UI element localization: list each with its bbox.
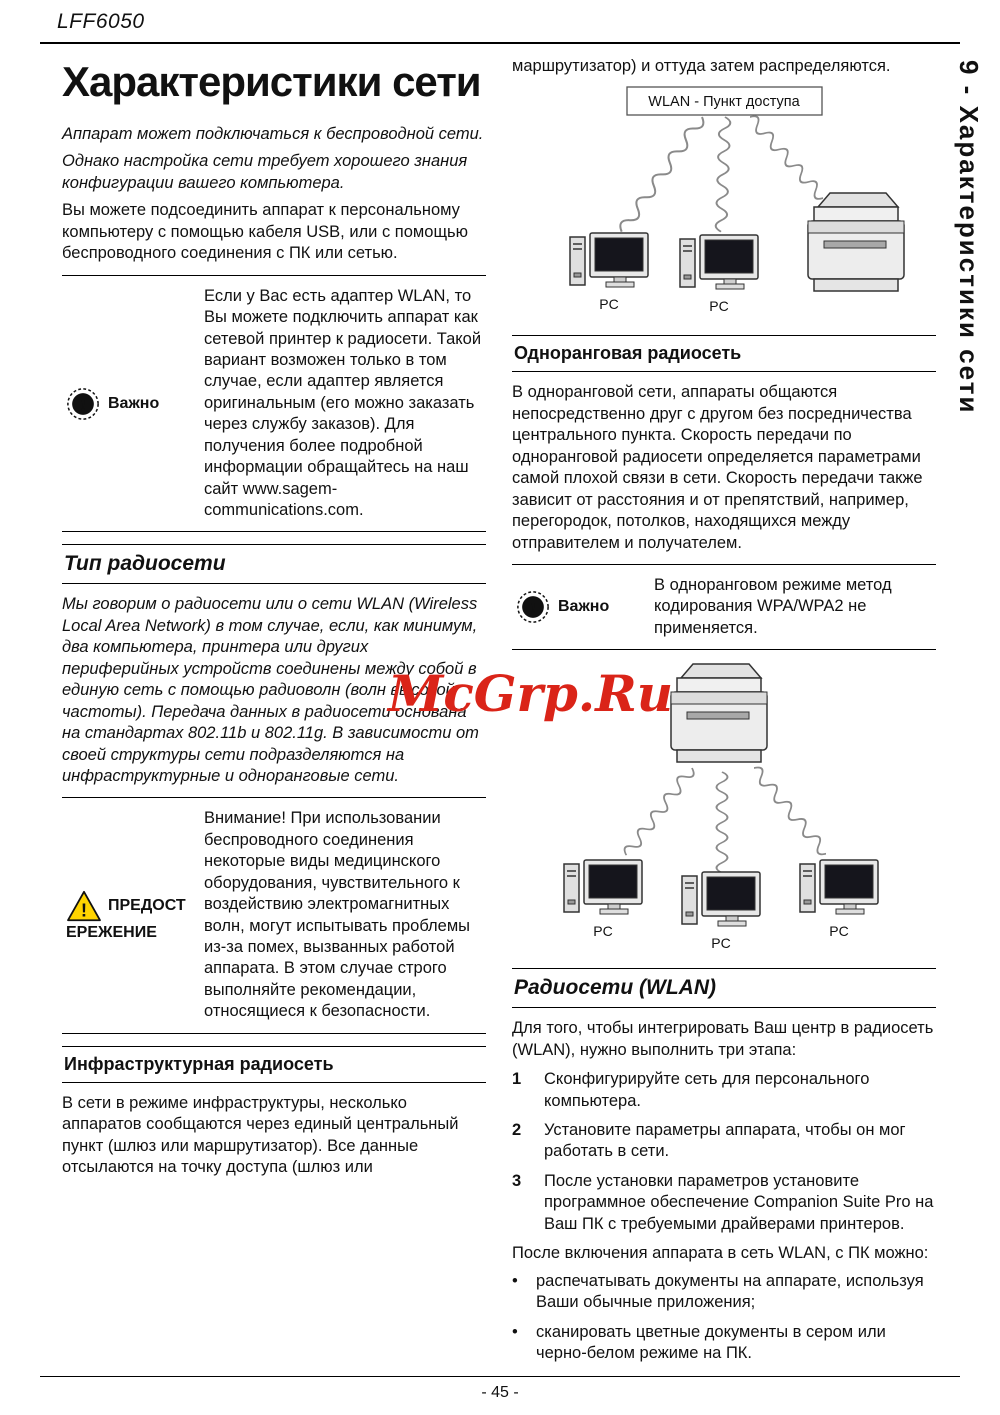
- caution-label-line1: ПРЕДОСТ: [108, 896, 186, 914]
- wlan-intro-paragraph: Для того, чтобы интегрировать Ваш центр в радиосеть (WLAN), нужно выполнить три этапа:: [512, 1019, 934, 1059]
- important-box-wpa: [512, 564, 936, 650]
- intro-paragraph-3: Вы можете подсоединить аппарат к персональному компьютеру с помощью кабеля USB, или с помощью беспроводного соединения с ПК или сетью.: [62, 201, 468, 263]
- watermark: McGrp.Ru: [388, 664, 674, 723]
- important-icon: [516, 590, 550, 624]
- printer-icon: [671, 664, 767, 762]
- step-number: 2: [512, 1121, 522, 1139]
- coil-line: [750, 765, 830, 858]
- coil-line: [715, 117, 730, 232]
- svg-text:!: !: [530, 599, 536, 618]
- access-point-label: WLAN - Пункт доступа: [648, 94, 800, 111]
- step-number: 1: [512, 1070, 522, 1089]
- steps-list: [512, 1069, 936, 1235]
- after-wlan-paragraph: После включения аппарата в сеть WLAN, с ПК можно:: [512, 1244, 929, 1263]
- adhoc-paragraph: В одноранговой сети, аппараты общаются непосредственно друг с другом без посредничества центрального пункта. Скорость передачи по одноранговой радиосети определяется параметрами самой плохой связи в сети. Скорость передачи также зависит от расстояния и от препятствий, например, перегородок, потолков, находящихся между отправителем и получателем.: [512, 383, 923, 552]
- section-heading-network-type: Тип радиосети: [62, 544, 486, 584]
- bullet-marker: •: [512, 1271, 518, 1290]
- step-text: Сконфигурируйте сеть для персонального компьютера.: [544, 1070, 870, 1110]
- bullet-item: [512, 1322, 936, 1365]
- footer-divider: [40, 1376, 960, 1377]
- pc-label: PC: [711, 935, 731, 952]
- important-box-wlan-adapter: [62, 275, 486, 533]
- step-item: [512, 1120, 936, 1163]
- pc-icon: [682, 872, 760, 926]
- network-type-paragraph: Мы говорим о радиосети или о сети WLAN (Wireless Local Area Network) в том случае, если, как минимум, два компьютера, принтера или других периферийных устройств соединены между собой в единую сеть с помощью радиоволн (волн высокой частоты). Передача данных в радиосети основана на стандартах 802.11b и 802.11g. В зависимости от своей структуры сети подразделяются на инфраструктурные и одноранговые сети.: [62, 595, 479, 785]
- svg-text:!: !: [80, 396, 86, 415]
- pc-label: PC: [593, 923, 613, 940]
- section-heading-adhoc: Одноранговая радиосеть: [512, 335, 936, 372]
- step-item: [512, 1069, 936, 1112]
- caution-triangle-icon: [66, 890, 102, 922]
- step-text: Установите параметры аппарата, чтобы он мог работать в сети.: [544, 1121, 906, 1161]
- coil-line: [746, 114, 827, 203]
- caution-row: [66, 890, 186, 922]
- section-heading-wlan: Радиосети (WLAN): [512, 968, 936, 1008]
- caution-box: [62, 797, 486, 1033]
- important-label: Важно: [558, 598, 610, 616]
- printer-icon: [808, 193, 904, 291]
- important-label: Важно: [108, 394, 160, 412]
- intro-paragraph-1: Аппарат может подключаться к беспроводной сети.: [62, 125, 484, 143]
- coil-line: [622, 765, 697, 859]
- important-box-side: [512, 590, 644, 624]
- left-column: [62, 56, 486, 1185]
- pc-label: PC: [709, 298, 729, 315]
- step-text: После установки параметров установите программное обеспечение Companion Suite Pro на Ваш ПК с требуемыми драйверами принтеров.: [544, 1171, 934, 1233]
- chapter-sidebar-label: 9 - Характеристики сети: [954, 60, 984, 415]
- pc-label: PC: [599, 296, 619, 313]
- important-icon: [66, 387, 100, 421]
- caution-label-line2: ЕРЕЖЕНИЕ: [66, 923, 157, 941]
- important-box-side: [62, 387, 194, 421]
- infrastructure-paragraph-continued: маршрутизатор) и оттуда затем распределяются.: [512, 57, 891, 75]
- bullet-text: сканировать цветные документы в сером или черно-белом режиме на ПК.: [536, 1322, 886, 1362]
- caution-box-side: [62, 890, 194, 942]
- pc-icon: [680, 235, 758, 289]
- section-heading-infrastructure: Инфраструктурная радиосеть: [62, 1046, 486, 1083]
- step-number: 3: [512, 1171, 522, 1190]
- header-divider: [40, 42, 960, 44]
- caution-text: Внимание! При использовании беспроводного соединения некоторые виды медицинского оборудования, чувствительного к воздействию электромагнитных волн, могут испытывать проблемы из-за помех, вызванных работой аппарата. В этом случае строго выполняйте рекомендации, относящиеся к безопасности.: [204, 809, 471, 1021]
- important-text: Если у Вас есть адаптер WLAN, то Вы можете подключить аппарат как сетевой принтер к радиосети. Такой вариант возможен только в том случае, если адаптер является оригинальным (его можно заказать через службу заказов). Для получения более подробной информации обращайтесь на наш сайт www.sagem-communications.com.: [204, 286, 482, 519]
- footer-page-number: - 45 -: [481, 1384, 519, 1401]
- page-title: Характеристики сети: [62, 58, 481, 105]
- document-model-title: LFF6050: [57, 10, 145, 33]
- bullet-item: [512, 1271, 936, 1314]
- bullet-marker: •: [512, 1322, 518, 1341]
- intro-paragraph-2: Однако настройка сети требует хорошего знания конфигурации вашего компьютера.: [62, 152, 468, 192]
- pc-label: PC: [829, 923, 849, 940]
- bullet-list: [512, 1271, 936, 1365]
- coil-line: [617, 114, 706, 235]
- infrastructure-network-diagram: [512, 85, 936, 323]
- infrastructure-paragraph: В сети в режиме инфраструктуры, несколько аппаратов сообщаются через единый центральный пункт (шлюз или маршрутизатор). Все данные отсылаются на точку доступа (шлюз или: [62, 1093, 459, 1177]
- step-item: [512, 1171, 936, 1235]
- pc-icon: [800, 860, 878, 914]
- coil-line: [717, 772, 728, 873]
- svg-text:!: !: [80, 899, 88, 921]
- pc-icon: [570, 233, 648, 287]
- pc-icon: [564, 860, 642, 914]
- bullet-text: распечатывать документы на аппарате, используя Ваши обычные приложения;: [536, 1271, 924, 1312]
- important-text: В одноранговом режиме метод кодирования WPA/WPA2 не применяется.: [654, 575, 892, 637]
